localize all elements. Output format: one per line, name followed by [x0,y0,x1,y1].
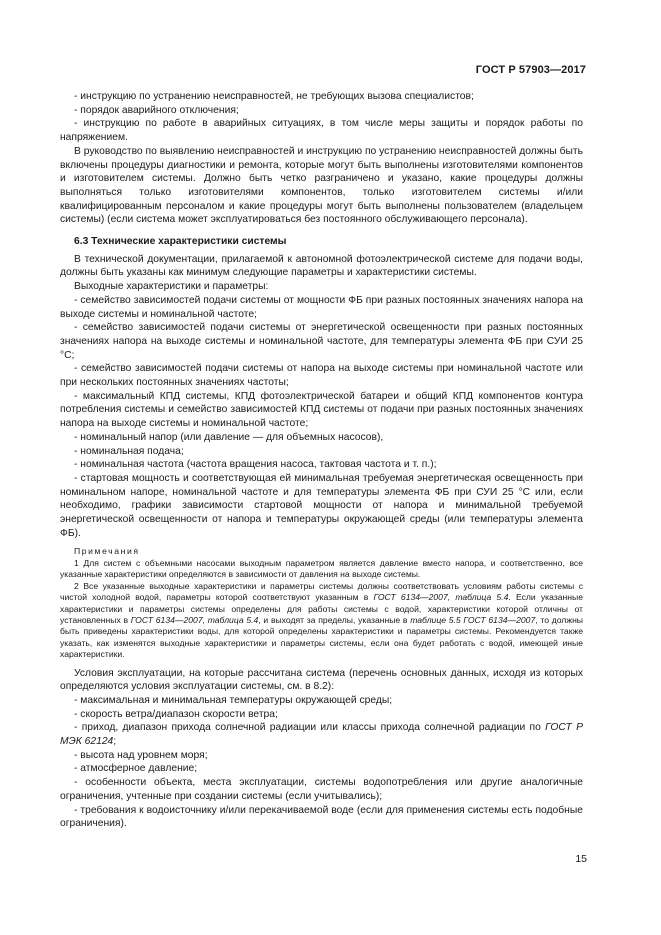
standard-id-header: ГОСТ Р 57903—2017 [475,64,586,76]
paragraph: В руководство по выявлению неисправностей и инструкцию по устранению неисправностей должны быть включены процедуры диагностики и ремонта, которые могут быть выполнены изготовителями компонентов и изготовителем системы. Должно быть четко разграничено и указано, какие процедуры должны выполняться только изготовителями компонентов, только изготовителем системы и/или квалифицированным персоналом и какие процедуры могут быть выполнены пользователем (владельцем системы) (если система может эксплуатироваться без постоянного обслуживающего персонала). [60,145,583,226]
standard-reference: ГОСТ 6134—2007, таблица 5.4 [373,592,509,603]
list-item: - номинальная частота (частота вращения насоса, тактовая частота и т. п.); [74,459,437,471]
list-item: - семейство зависимостей подачи системы от напора на выходе системы при номинальной частоте или при нескольких постоянных значениях частоты; [60,363,583,389]
list-item: - стартовая мощность и соответствующая ей минимальная требуемая энергетическая освещенность при номинальном напоре, номинальной частоте и для температуры элемента ФБ при СУИ 25 °С или, если необходимо, графики зависимости стартовой мощности от напора и минимальной требуемой энергетической освещенности от напора и температуры окружающей среды (или температуры элемента ФБ). [60,472,583,539]
note-2-text: 2 Все указанные выходные характеристики и параметры системы должны соответствовать условиям работы системы с чистой холодной водой, параметры которой соответствуют указанным в [60,580,583,603]
list-item: - требования к водоисточнику и/или перекачиваемой воде (если для применения системы есть подобные ограничения). [60,804,583,830]
note-2-text: , то должны быть приведены характеристики воды, для которой определены характеристики и параметры системы. Рекомендуется также указать, как изменятся выходные характеристики и параметры системы, если она будет работать с водой, имеющей иные характеристики. [60,614,583,660]
note-1: 1 Для систем с объемными насосами выходным параметром является давление вместо напора, и соответственно, все указанные характеристики определяются в зависимости от давления на выходе системы. [60,557,583,580]
list-item-text: - приход, диапазон прихода солнечной радиации или классы прихода солнечной радиации по [74,722,546,734]
note-2 [60,581,583,661]
list-item: - инструкцию по работе в аварийных ситуациях, в том числе меры защиты и порядок работы по напряжением. [60,118,583,144]
notes-title: Примечания [74,545,140,556]
paragraph: Условия эксплуатации, на которые рассчитана система (перечень основных данных, исходя из которых определяются условия эксплуатации системы, см. в 8.2): [60,667,583,693]
paragraph: В технической документации, прилагаемой к автономной фотоэлектрической системе для подачи воды, должны быть указаны как минимум следующие параметры и характеристики системы. [60,253,583,279]
note-2-text: . Если указанные характеристики и параметры системы определены для работы системы с водой, характеристики которой отличны от установленных в [60,592,583,625]
list-item-text: ; [113,736,117,748]
list-item: - скорость ветра/диапазон скорости ветра; [74,708,278,720]
paragraph: Выходные характеристики и параметры: [74,281,269,293]
list-item: - высота над уровнем моря; [74,749,208,761]
main-content [60,90,583,831]
list-item: - атмосферное давление; [74,763,198,775]
list-item: - семейство зависимостей подачи системы от энергетической освещенности при разных постоянных значениях напора на выходе системы и номинальной частоте, для температуры элемента ФБ при СУИ 25 °С; [60,322,583,361]
list-item: - инструкцию по устранению неисправностей, не требующих вызова специалистов; [74,91,474,102]
list-item: - номинальная подача; [74,445,184,457]
list-item: - особенности объекта, места эксплуатации, системы водопотребления или другие аналогичные ограничения, учтенные при создании системы (если учитывались); [60,777,583,802]
standard-reference: ГОСТ 6134—2007, таблица 5.4 [130,614,259,625]
list-item: - семейство зависимостей подачи системы от мощности ФБ при разных постоянных значениях напора на выходе системы и номинальной частоте; [60,294,583,320]
notes-block [60,546,583,661]
standard-reference: ГОСТ Р МЭК 62124 [60,722,583,748]
section-heading: 6.3 Технические характеристики системы [74,236,287,248]
list-item: - максимальный КПД системы, КПД фотоэлектрической батареи и общий КПД компонентов контура потребления системы и семейство зависимостей КПД системы от подачи при разных постоянных значениях напора на выходе системы и номинальной частоте; [60,390,583,430]
list-item: - порядок аварийного отключения; [74,104,239,116]
list-item: - номинальный напор (или давление — для объемных насосов), [74,431,384,443]
standard-reference: таблице 5.5 ГОСТ 6134—2007 [410,614,536,625]
note-2-text: , и выходят за пределы, указанные в [258,614,411,625]
page-number: 15 [575,853,587,865]
list-item: - максимальная и минимальная температуры окружающей среды; [74,694,393,706]
list-item [60,721,583,748]
